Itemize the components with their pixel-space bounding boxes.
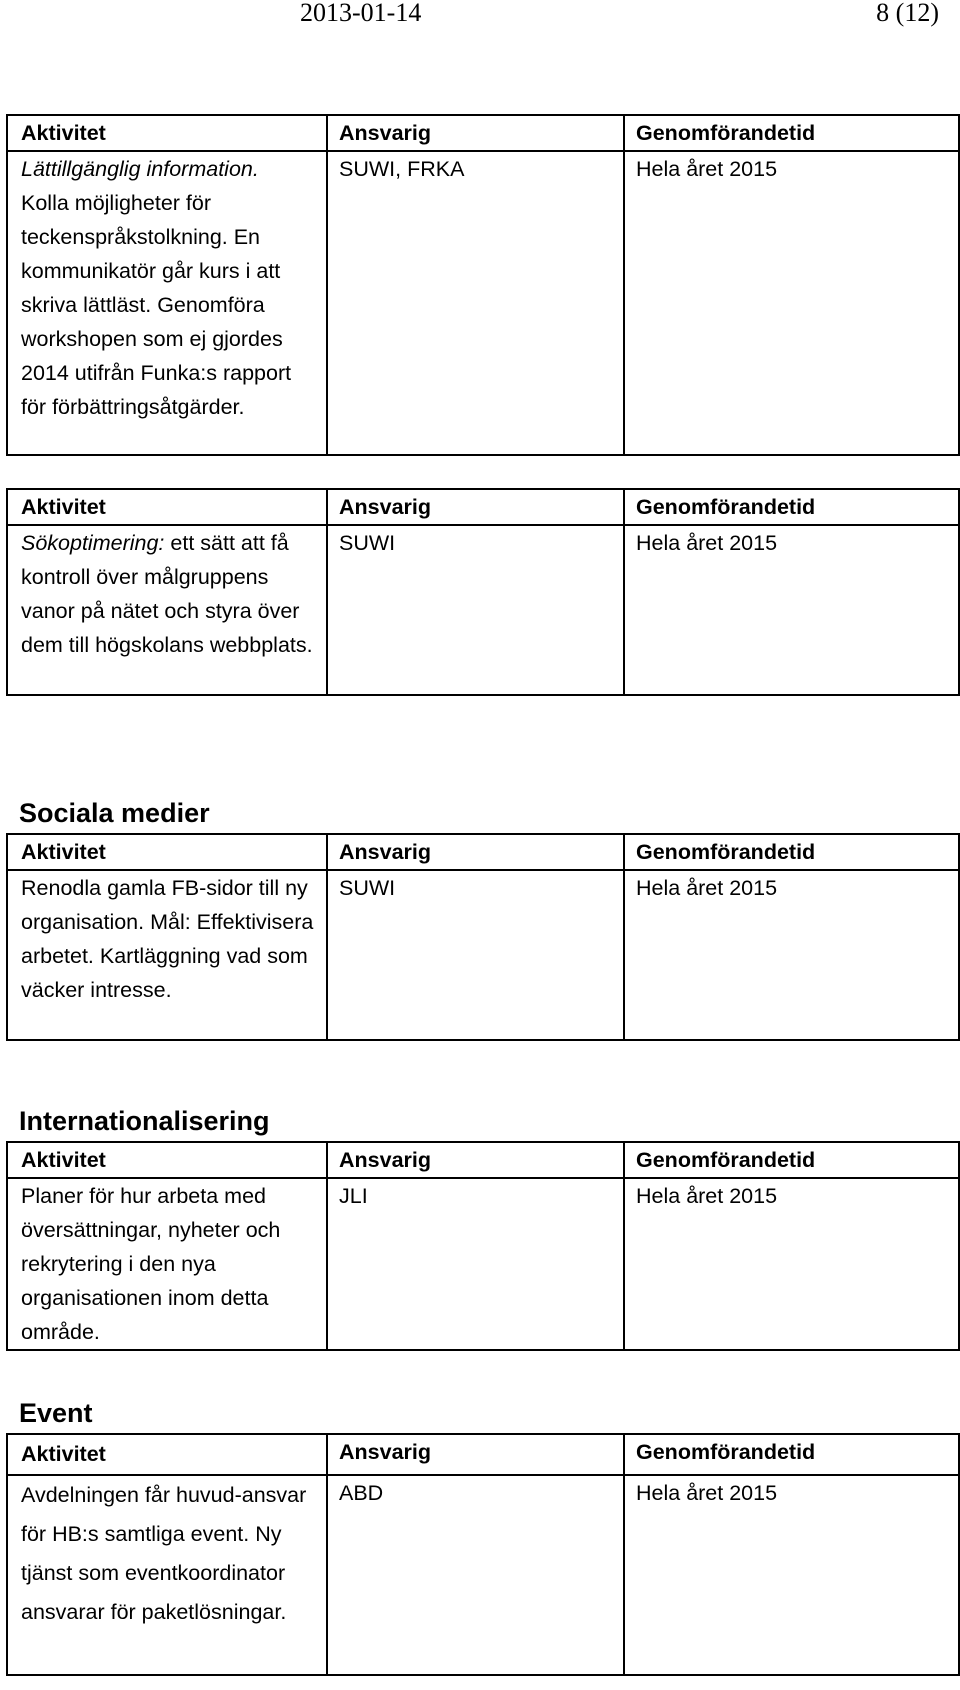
document-date: 2013-01-14 — [300, 0, 422, 27]
column-header-responsible: Ansvarig — [327, 834, 624, 870]
responsible-cell: SUWI — [327, 525, 624, 695]
column-header-timeframe: Genomförandetid — [624, 115, 959, 151]
activity-heading: Lättillgänglig information. — [21, 157, 259, 181]
section-title-event: Event — [19, 1398, 93, 1428]
column-header-responsible: Ansvarig — [327, 489, 624, 525]
table-row — [7, 870, 959, 1040]
activity-table-event — [6, 1433, 960, 1676]
activity-description: Kolla möjligheter för teckenspråkstolkning. En kommunikatör går kurs i att skriva lättläst. Genomföra workshopen som ej gjordes 2014 utifrån Funka:s rapport för förbättringsåtgärder. — [21, 191, 292, 419]
timeframe-cell: Hela året 2015 — [624, 1178, 959, 1350]
column-header-timeframe: Genomförandetid — [624, 1142, 959, 1178]
table-header-row — [7, 1142, 959, 1178]
activity-cell: Avdelningen får huvud-ansvar för HB:s samtliga event. Ny tjänst som eventkoordinator ansvarar för paketlösningar. — [7, 1475, 327, 1675]
column-header-timeframe: Genomförandetid — [624, 1434, 959, 1475]
activity-table-internationalisation — [6, 1141, 960, 1351]
column-header-activity: Aktivitet — [7, 834, 327, 870]
table-row — [7, 1475, 959, 1675]
table-row — [7, 151, 959, 455]
page-number: 8 (12) — [876, 0, 939, 27]
section-title-social-media: Sociala medier — [19, 798, 210, 828]
page-header — [0, 0, 960, 30]
responsible-cell: SUWI, FRKA — [327, 151, 624, 455]
activity-table-seo — [6, 488, 960, 696]
column-header-activity: Aktivitet — [7, 1434, 327, 1475]
table-header-row — [7, 489, 959, 525]
column-header-activity: Aktivitet — [7, 1142, 327, 1178]
activity-cell: Planer för hur arbeta med översättningar, nyheter och rekrytering i den nya organisationen inom detta område. — [7, 1178, 327, 1350]
activity-cell — [7, 151, 327, 455]
activity-description: ett sätt att få kontroll över målgruppens vanor på nätet och styra över dem till högskolans webbplats. — [21, 531, 313, 657]
column-header-responsible: Ansvarig — [327, 115, 624, 151]
activity-table-accessibility — [6, 114, 960, 456]
timeframe-cell: Hela året 2015 — [624, 151, 959, 455]
responsible-cell: JLI — [327, 1178, 624, 1350]
responsible-cell: ABD — [327, 1475, 624, 1675]
table-row — [7, 525, 959, 695]
column-header-responsible: Ansvarig — [327, 1434, 624, 1475]
timeframe-cell: Hela året 2015 — [624, 1475, 959, 1675]
table-header-row — [7, 834, 959, 870]
column-header-activity: Aktivitet — [7, 115, 327, 151]
responsible-cell: SUWI — [327, 870, 624, 1040]
column-header-responsible: Ansvarig — [327, 1142, 624, 1178]
column-header-timeframe: Genomförandetid — [624, 489, 959, 525]
column-header-activity: Aktivitet — [7, 489, 327, 525]
activity-table-social-media — [6, 833, 960, 1041]
table-header-row — [7, 1434, 959, 1475]
timeframe-cell: Hela året 2015 — [624, 525, 959, 695]
activity-cell — [7, 525, 327, 695]
section-title-internationalisation: Internationalisering — [19, 1106, 270, 1136]
table-row — [7, 1178, 959, 1350]
activity-cell: Renodla gamla FB-sidor till ny organisation. Mål: Effektivisera arbetet. Kartläggning vad som väcker intresse. — [7, 870, 327, 1040]
activity-heading: Sökoptimering: — [21, 531, 165, 555]
timeframe-cell: Hela året 2015 — [624, 870, 959, 1040]
table-header-row — [7, 115, 959, 151]
column-header-timeframe: Genomförandetid — [624, 834, 959, 870]
